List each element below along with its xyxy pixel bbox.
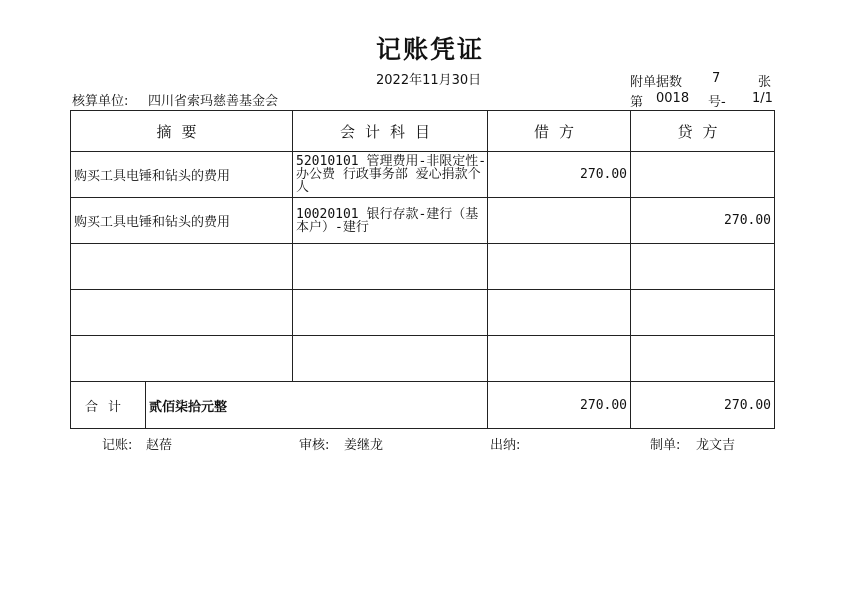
- header-debit: 借方: [488, 111, 631, 152]
- total-amount-in-words: 贰佰柒拾元整: [146, 382, 488, 429]
- accounting-unit-name: 四川省索玛慈善基金会: [148, 94, 279, 109]
- entry-summary: 购买工具电锤和钻头的费用: [71, 152, 293, 198]
- table-row-empty: [71, 336, 775, 382]
- header-credit: 贷方: [631, 111, 775, 152]
- entry-account: 52010101 管理费用-非限定性-办公费 行政事务部 爱心捐款个人: [293, 152, 488, 198]
- voucher-title: 记账凭证: [375, 35, 484, 64]
- header-row: [71, 111, 775, 152]
- voucher-no-suffix: 号-: [708, 95, 726, 110]
- entry-credit: 270.00: [631, 198, 775, 244]
- bookkeeper-label: 记账:: [102, 438, 133, 453]
- voucher-table: [70, 110, 775, 429]
- reviewer-label: 审核:: [299, 438, 330, 453]
- table-row: [71, 198, 775, 244]
- attachments-unit: 张: [758, 75, 772, 90]
- voucher-no-number: 0018: [656, 91, 690, 106]
- entry-summary: 购买工具电锤和钻头的费用: [71, 198, 293, 244]
- preparer-name: 龙文吉: [696, 438, 736, 453]
- voucher-page: 1/1: [752, 91, 773, 106]
- header-account: 会计科目: [293, 111, 488, 152]
- total-label: 合计: [71, 382, 146, 429]
- entry-debit: 270.00: [488, 152, 631, 198]
- attachments-count: 7: [712, 71, 721, 86]
- voucher-date: 2022年11月30日: [376, 73, 482, 88]
- table-row: [71, 152, 775, 198]
- total-credit: 270.00: [631, 382, 775, 429]
- total-debit: 270.00: [488, 382, 631, 429]
- entry-account: 10020101 银行存款-建行（基本户）-建行: [293, 198, 488, 244]
- attachments-label: 附单据数: [630, 75, 683, 90]
- table-row-empty: [71, 290, 775, 336]
- reviewer-name: 姜继龙: [344, 438, 384, 453]
- voucher-no-prefix: 第: [630, 95, 644, 110]
- header-summary: 摘要: [71, 111, 293, 152]
- cashier-label: 出纳:: [490, 438, 521, 453]
- entry-debit: [488, 198, 631, 244]
- entry-credit: [631, 152, 775, 198]
- total-row: [71, 382, 775, 429]
- preparer-label: 制单:: [650, 438, 681, 453]
- table-row-empty: [71, 244, 775, 290]
- accounting-unit-label: 核算单位:: [72, 94, 129, 109]
- bookkeeper-name: 赵蓓: [146, 438, 173, 453]
